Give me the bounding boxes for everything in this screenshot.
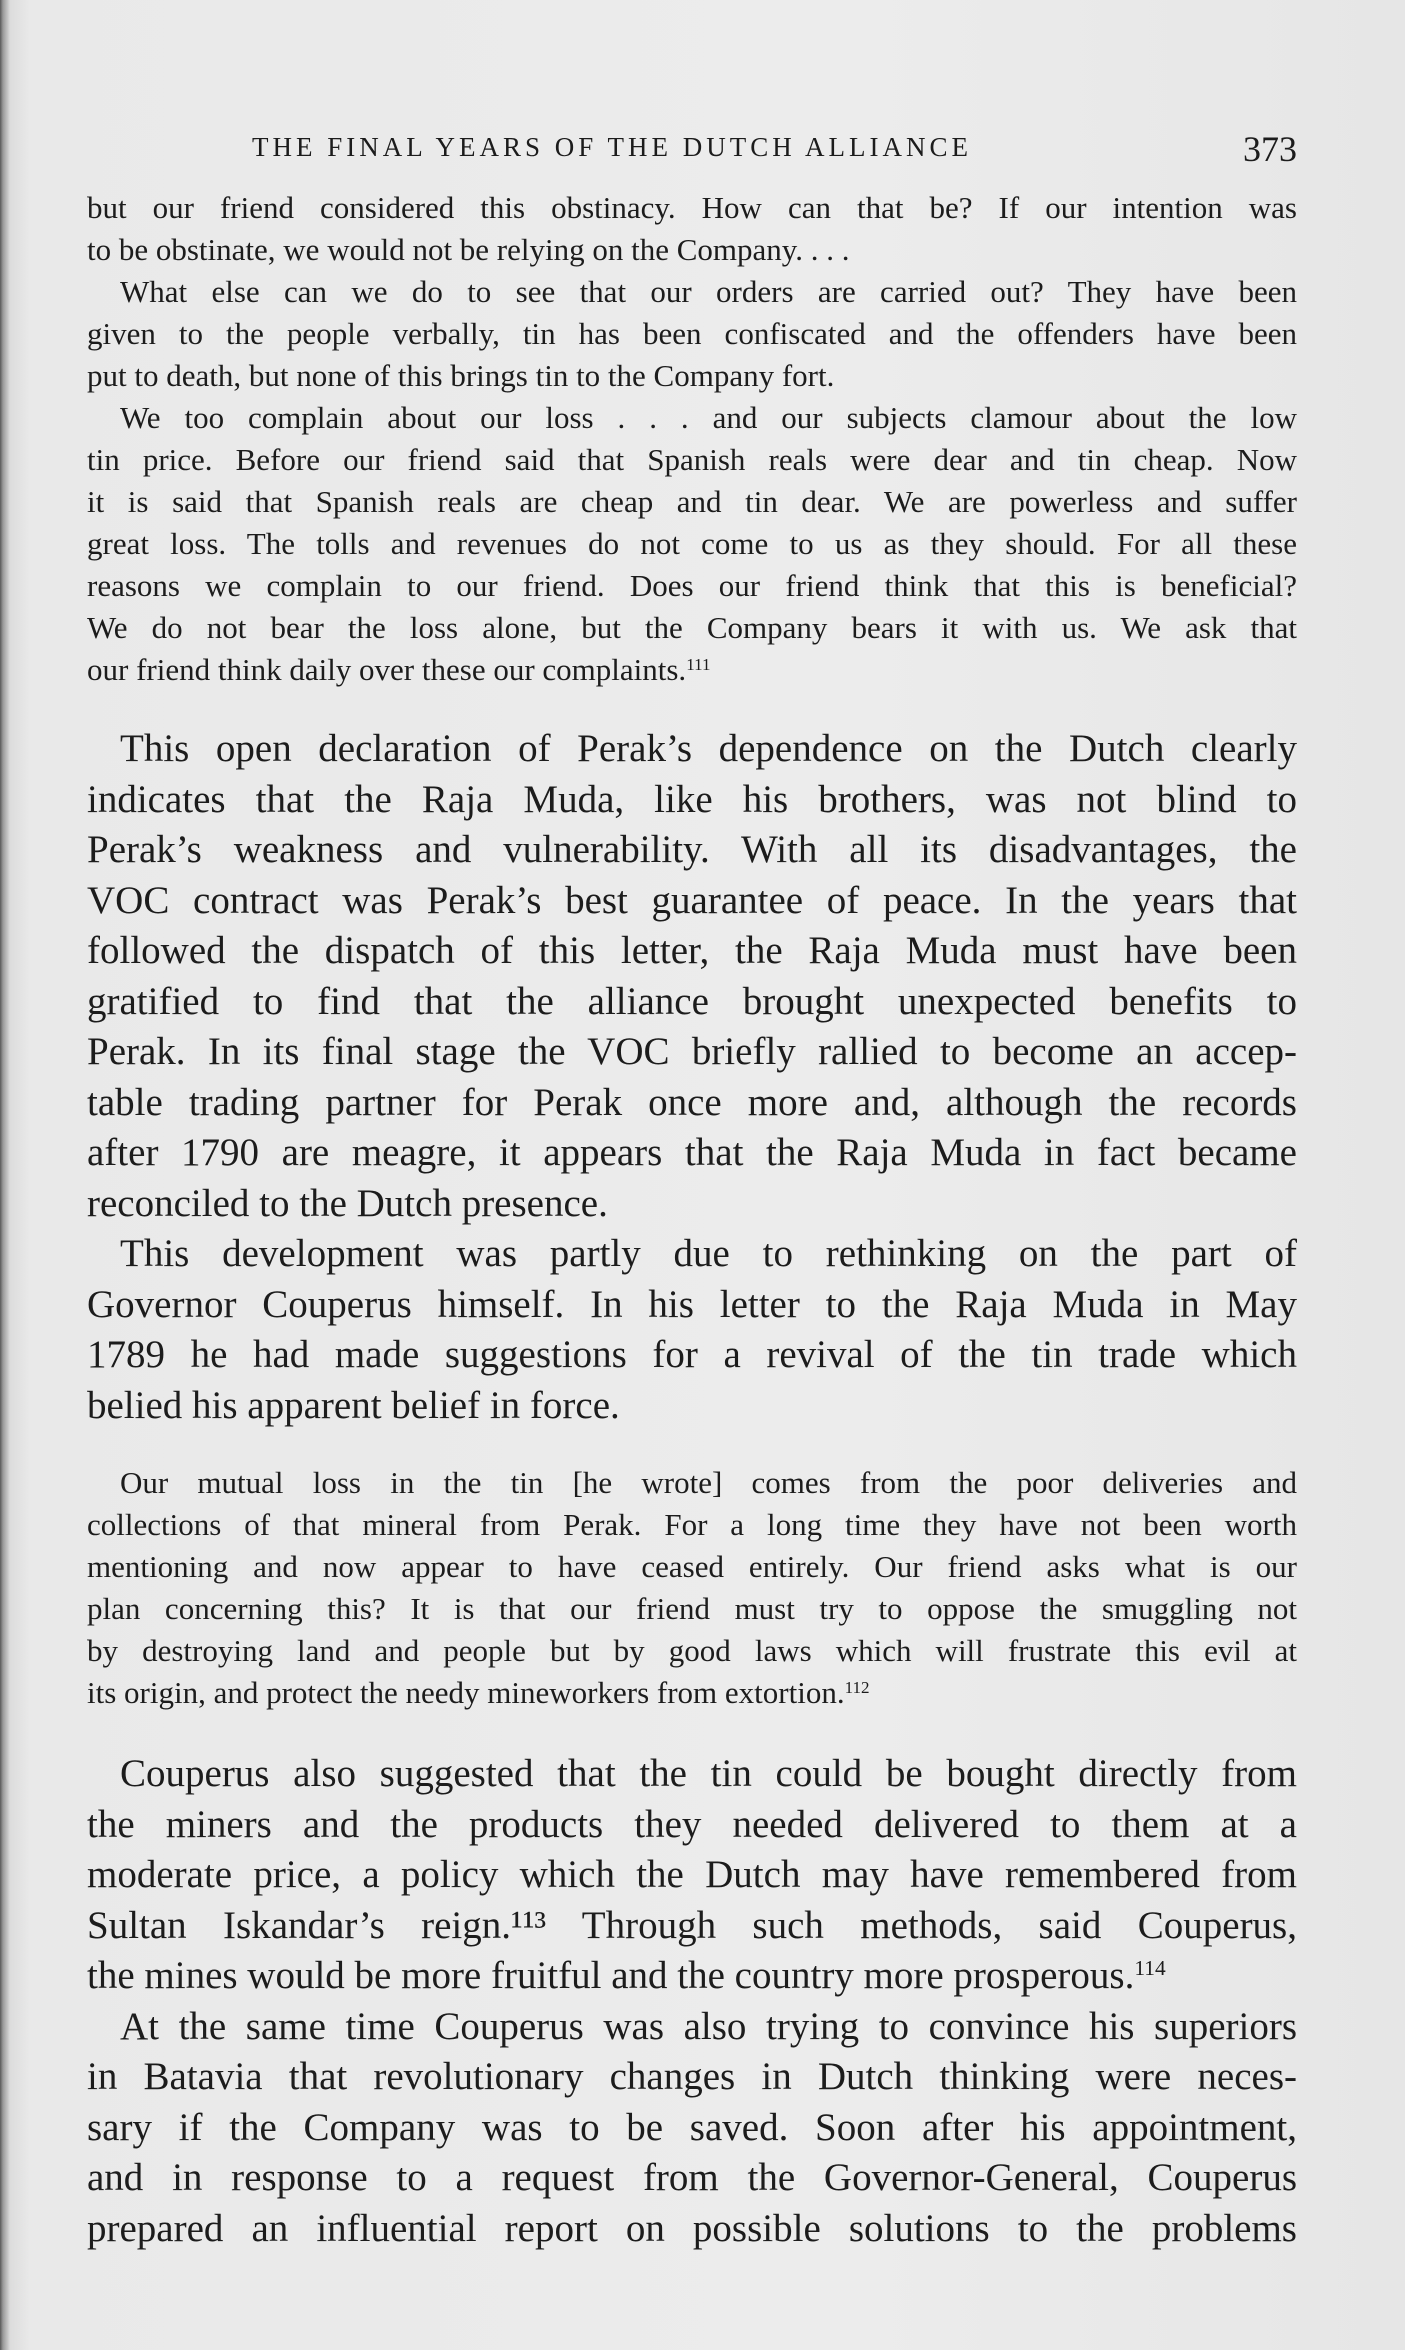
text-line bbox=[87, 397, 1297, 439]
text-line bbox=[87, 1504, 1297, 1546]
paragraph bbox=[87, 724, 1297, 1229]
paragraph bbox=[87, 1462, 1297, 1714]
line-text: VOC contract was Perak’s best guarantee of peace. In the years that bbox=[87, 878, 1297, 922]
text-line bbox=[87, 439, 1297, 481]
line-text: We do not bear the loss alone, but the Company bears it with us. We ask that bbox=[87, 610, 1297, 645]
line-text: table trading partner for Perak once more and, although the records bbox=[87, 1080, 1297, 1124]
text-line bbox=[87, 523, 1297, 565]
text-line bbox=[87, 565, 1297, 607]
line-text: but our friend considered this obstinacy. How can that be? If our intention was bbox=[87, 190, 1297, 225]
text-line bbox=[87, 724, 1297, 775]
text-line bbox=[87, 1078, 1297, 1129]
text-line bbox=[87, 607, 1297, 649]
line-text: sary if the Company was to be saved. Soon after his appointment, bbox=[87, 2105, 1297, 2149]
text-line bbox=[87, 229, 1297, 271]
line-text: reasons we complain to our friend. Does our friend think that this is beneficial? bbox=[87, 568, 1297, 603]
line-text: after 1790 are meagre, it appears that the Raja Muda in fact became bbox=[87, 1131, 1297, 1174]
text-line bbox=[87, 313, 1297, 355]
text-line bbox=[87, 1749, 1297, 1800]
paragraph bbox=[87, 1749, 1297, 2002]
text-line bbox=[87, 1330, 1297, 1381]
text-line bbox=[87, 977, 1297, 1028]
text-line bbox=[87, 1462, 1297, 1504]
line-text: prepared an influential report on possible solutions to the problems bbox=[87, 2206, 1297, 2250]
line-text: plan concerning this? It is that our friend must try to oppose the smuggling not bbox=[87, 1591, 1297, 1626]
text-line bbox=[87, 876, 1297, 927]
paragraph bbox=[87, 271, 1297, 397]
text-line bbox=[87, 1588, 1297, 1630]
line-text: tin price. Before our friend said that Spanish reals were dear and tin cheap. Now bbox=[87, 442, 1297, 477]
line-text: moderate price, a policy which the Dutch may have remembered from bbox=[87, 1853, 1297, 1896]
text-line bbox=[87, 775, 1297, 826]
line-text: Perak’s weakness and vulnerability. With all its disadvantages, the bbox=[87, 828, 1297, 871]
line-text: Our mutual loss in the tin [he wrote] comes from the poor deliveries and bbox=[120, 1465, 1297, 1500]
line-text: 1789 he had made suggestions for a revival of the tin trade which bbox=[87, 1333, 1297, 1376]
paragraph bbox=[87, 1229, 1297, 1431]
text-line bbox=[87, 1672, 1297, 1714]
text-line bbox=[87, 926, 1297, 977]
text-line bbox=[87, 1381, 1297, 1432]
footnote-marker: 114 bbox=[1134, 1956, 1166, 1981]
body-text-paragraphs-2 bbox=[87, 1749, 1297, 2254]
text-line bbox=[87, 1179, 1297, 1230]
block-quote-couperus bbox=[87, 1462, 1297, 1714]
line-text: Governor Couperus himself. In his letter to the Raja Muda in May bbox=[87, 1282, 1297, 1326]
line-text: indicates that the Raja Muda, like his brothers, was not blind to bbox=[87, 777, 1297, 821]
line-text: mentioning and now appear to have ceased entirely. Our friend asks what is our bbox=[87, 1549, 1297, 1584]
footnote-marker: 111 bbox=[686, 654, 711, 674]
text-line bbox=[87, 1800, 1297, 1851]
text-line bbox=[87, 1128, 1297, 1179]
paragraph bbox=[87, 397, 1297, 691]
line-text: and in response to a request from the Governor-General, Couperus bbox=[87, 2156, 1297, 2199]
text-line bbox=[87, 1901, 1297, 1952]
text-line bbox=[87, 2153, 1297, 2204]
line-text: given to the people verbally, tin has been confiscated and the offenders have been bbox=[87, 316, 1297, 351]
line-text: Couperus also suggested that the tin could be bought directly from bbox=[120, 1752, 1297, 1795]
page-number: 373 bbox=[1243, 129, 1297, 169]
line-text: belied his apparent belief in force. bbox=[87, 1383, 620, 1427]
line-text: collections of that mineral from Perak. For a long time they have not been worth bbox=[87, 1507, 1297, 1542]
running-title: THE FINAL YEARS OF THE DUTCH ALLIANCE bbox=[252, 132, 972, 162]
block-quote-letter bbox=[87, 187, 1297, 691]
text-line bbox=[87, 355, 1297, 397]
line-text: reconciled to the Dutch presence. bbox=[87, 1181, 608, 1225]
text-line bbox=[87, 1027, 1297, 1078]
line-text: followed the dispatch of this letter, the Raja Muda must have been bbox=[87, 929, 1297, 972]
line-text: in Batavia that revolutionary changes in Dutch thinking were neces- bbox=[87, 2055, 1297, 2098]
paragraph bbox=[87, 2002, 1297, 2255]
text-line bbox=[87, 1630, 1297, 1672]
line-text: We too complain about our loss . . . and our subjects clamour about the low bbox=[120, 400, 1297, 435]
line-text: great loss. The tolls and revenues do not come to us as they should. For all these bbox=[87, 526, 1297, 561]
line-text: the mines would be more fruitful and the country more prosperous. bbox=[87, 1954, 1135, 1997]
line-text: by destroying land and people but by good laws which will frustrate this evil at bbox=[87, 1633, 1297, 1668]
body-text-paragraphs bbox=[87, 724, 1297, 1431]
line-text: At the same time Couperus was also trying to convince his superiors bbox=[120, 2004, 1297, 2048]
line-text: its origin, and protect the needy mineworkers from extortion. bbox=[87, 1675, 845, 1710]
text-line bbox=[87, 1850, 1297, 1901]
paragraph bbox=[87, 187, 1297, 271]
text-line bbox=[87, 187, 1297, 229]
text-line bbox=[87, 2002, 1297, 2053]
text-line bbox=[87, 1951, 1297, 2002]
line-text: Perak. In its final stage the VOC briefly rallied to become an accep- bbox=[87, 1030, 1297, 1073]
line-text: This development was partly due to rethinking on the part of bbox=[120, 1232, 1297, 1275]
text-line bbox=[87, 2052, 1297, 2103]
running-header bbox=[87, 128, 1297, 168]
text-line bbox=[87, 1280, 1297, 1331]
text-line bbox=[87, 649, 1297, 691]
text-line bbox=[87, 1546, 1297, 1588]
line-text: This open declaration of Perak’s dependence on the Dutch clearly bbox=[120, 727, 1297, 770]
line-text: put to death, but none of this brings tin to the Company fort. bbox=[87, 358, 835, 393]
text-line bbox=[87, 1229, 1297, 1280]
text-line bbox=[87, 825, 1297, 876]
line-text: it is said that Spanish reals are cheap and tin dear. We are powerless and suffer bbox=[87, 484, 1297, 519]
text-line bbox=[87, 481, 1297, 523]
text-line bbox=[87, 2204, 1297, 2255]
line-text: What else can we do to see that our orders are carried out? They have been bbox=[120, 274, 1297, 309]
line-text: the miners and the products they needed delivered to them at a bbox=[87, 1802, 1297, 1846]
footnote-marker: 112 bbox=[844, 1677, 870, 1697]
line-text: gratified to find that the alliance brought unexpected benefits to bbox=[87, 979, 1297, 1023]
text-line bbox=[87, 271, 1297, 313]
line-text: Sultan Iskandar’s reign.¹¹³ Through such methods, said Couperus, bbox=[87, 1903, 1297, 1947]
text-line bbox=[87, 2103, 1297, 2154]
line-text: our friend think daily over these our complaints. bbox=[87, 652, 687, 687]
line-text: to be obstinate, we would not be relying on the Company. . . . bbox=[87, 232, 850, 267]
